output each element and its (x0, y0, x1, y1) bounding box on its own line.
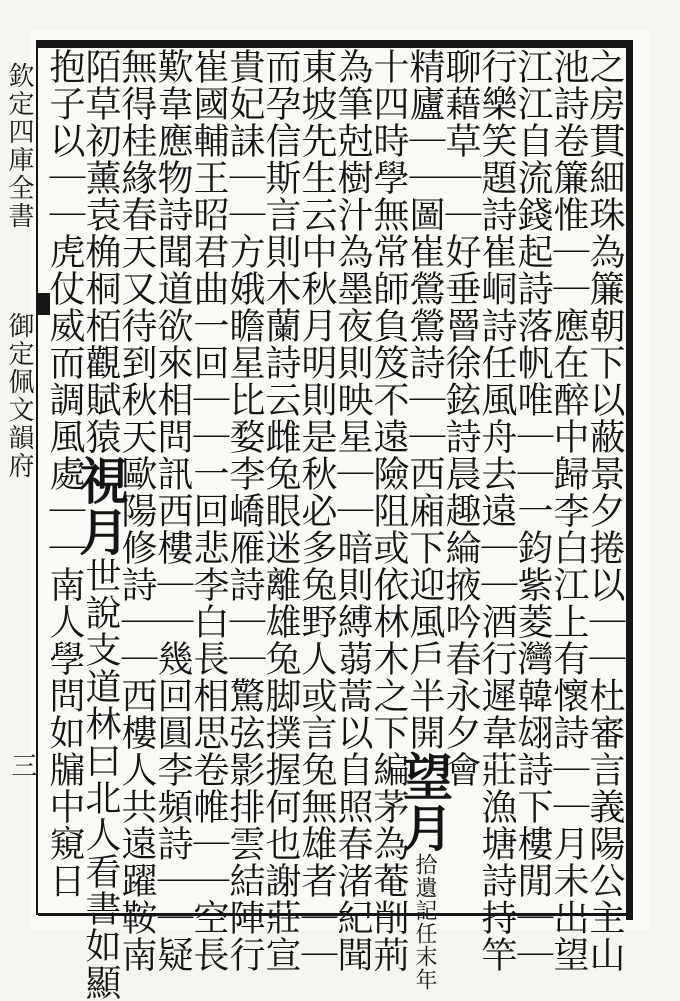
frame-top-border (38, 40, 633, 48)
text-column: 而孕信斯言則木蘭詩云雌兔眼迷離雄兔脚撲握何也謝莊宣 (260, 48, 301, 973)
text-column: 十四時學無常師負笈不遠險阻或依林木之下編茅為菴削荊 (368, 48, 409, 973)
text-column: 之房貫細珠為簾朝下以蔽景夕捲以｜｜杜審言義陽公主山 (584, 48, 625, 973)
text-columns (44, 48, 626, 1001)
text-column: 東坡先生云中秋月明則是秋必多兔野人或言兔無雄者｜｜ (296, 48, 337, 973)
text-column: 池詩卷簾惟｜｜應在醉中歸李白江上有懷詩｜｜月未出望 (548, 48, 589, 973)
text-column: 聊藉草｜｜好垂罾徐鉉詩晨趣綸掖吟春永夕會 (440, 48, 481, 788)
spine-subtitle: 御定佩文韻府 (4, 312, 34, 480)
entry-heading: 視月 (71, 455, 130, 557)
text-column: 精廬｜｜圖崔鶯鶯詩｜｜西廂下迎風戶半開望月拾遺記任末年 (395, 48, 454, 991)
text-column: 無得桂緣春天又待到秋天歐陽修詩｜｜西樓人共遠躍鞍南 (116, 48, 157, 973)
text-column: 抱子以｜｜虎仗威而調風處｜｜南人學問如牖中窺日 (44, 48, 85, 899)
leaf-number: 三 (7, 752, 37, 778)
entry-heading: 望月 (395, 751, 454, 853)
text-column: 崔國輔王昭君曲一回｜｜一回悲李白長相思卷帷｜｜空長 (188, 48, 229, 973)
text-column: 為筆尅樹汁為墨夜則映星｜｜暗則縛蒻蒿以自照春渚紀聞 (332, 48, 373, 973)
spine-divider (36, 40, 38, 915)
text-column: 江江自流錢起詩落帆唯｜｜一鈞紫菱灣韓翃詩下樓閒｜｜ (512, 48, 553, 973)
text-column: 貴妃誄｜｜方娥瞻星比婺李嶠雁詩｜｜驚弦影排雲結陣行 (224, 48, 265, 973)
text-column: 行樂笑題詩崔峒詩任風舟去遠｜｜酒行遲韋莊漁塘詩持竿 (476, 48, 517, 973)
source-note: 拾遺記任末年 (412, 853, 437, 991)
text-column: 歎韋應物詩聞道欲來相問訊西樓｜｜幾回圓李頻詩｜｜疑 (152, 48, 193, 973)
text-column: 陌草初薰袁桷桐栢觀賦猿視月世說支道林曰北人看書如顯 (71, 48, 130, 1001)
frame-right-border (626, 40, 633, 920)
spine-title: 欽定四庫全書 (4, 62, 34, 230)
